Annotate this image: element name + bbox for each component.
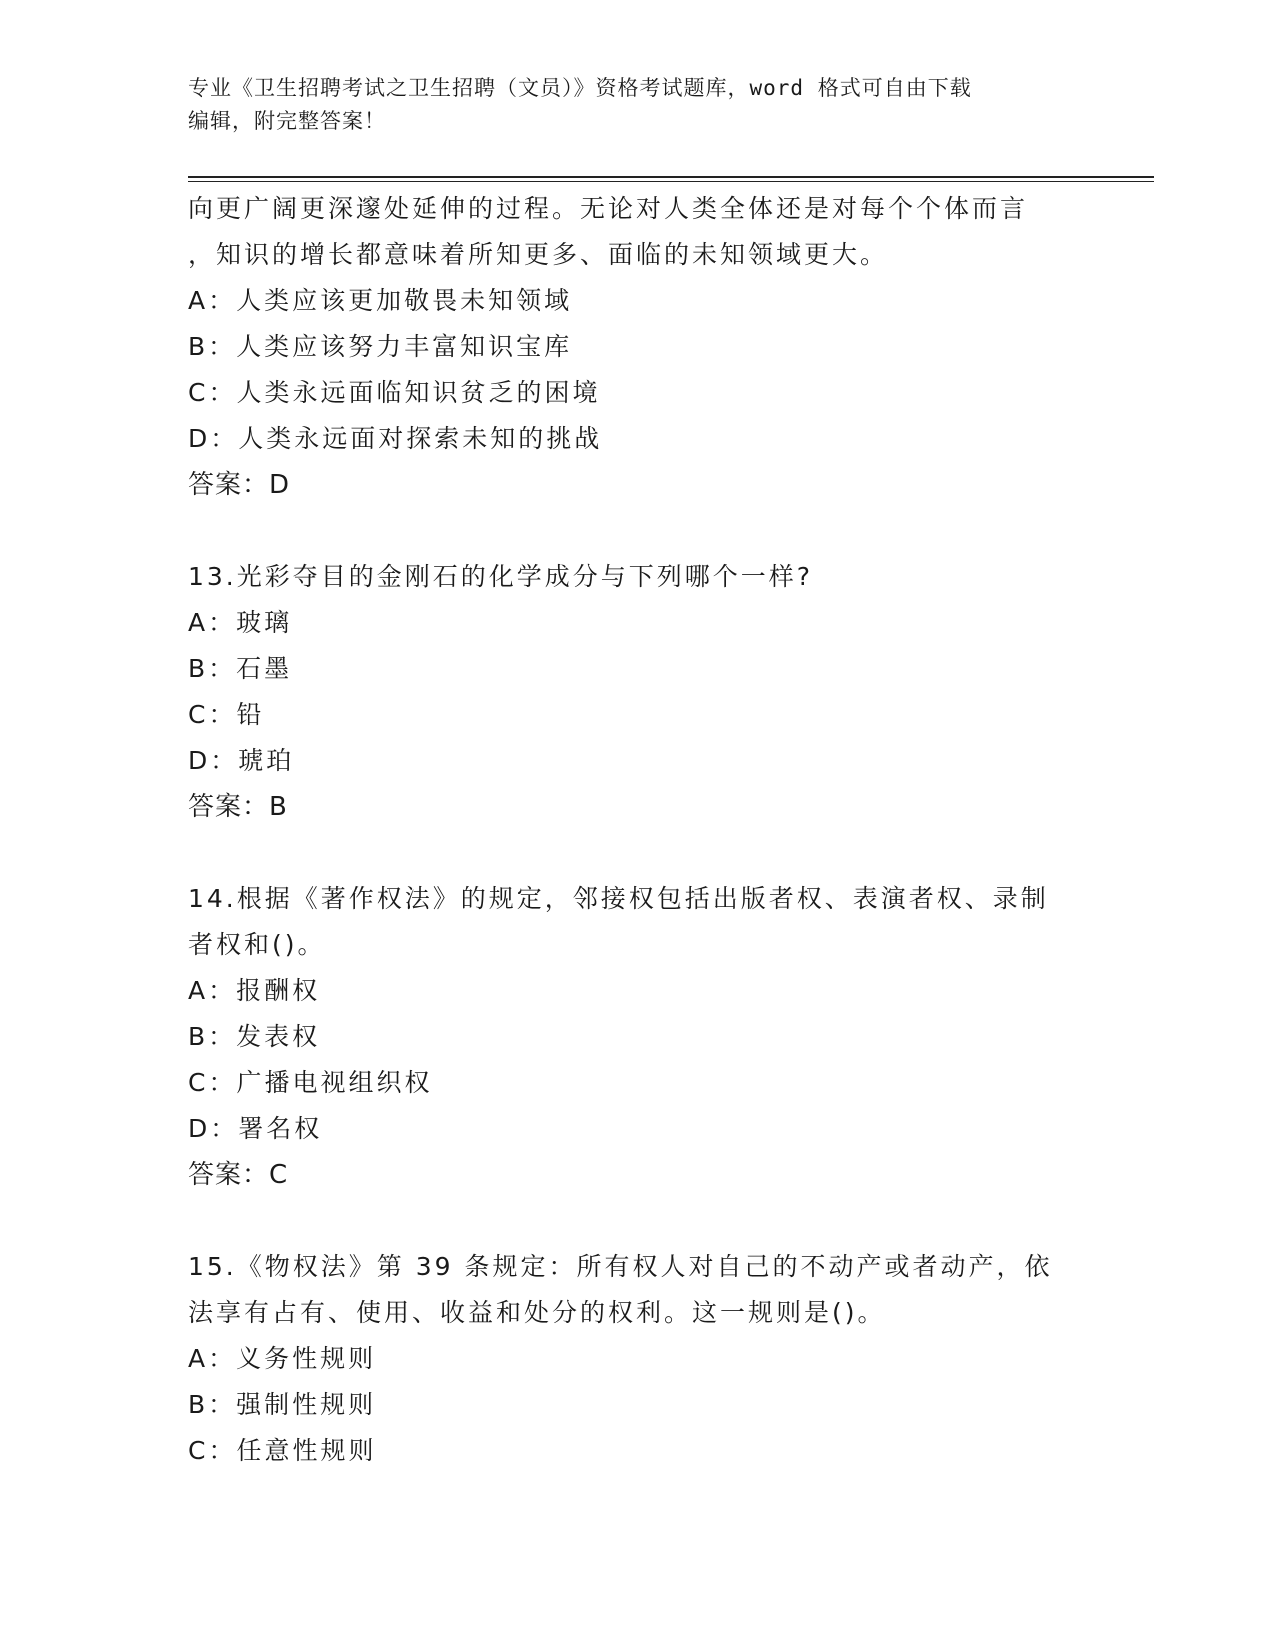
spacer <box>188 830 1088 876</box>
question-stem-line: 向更广阔更深邃处延伸的过程。无论对人类全体还是对每个个体而言 <box>188 194 1029 223</box>
option-a: A：人类应该更加敬畏未知领域 <box>188 286 573 315</box>
spacer <box>188 1198 1088 1244</box>
header-line-1: 专业《卫生招聘考试之卫生招聘（文员）》资格考试题库，word 格式可自由下载 <box>188 76 972 100</box>
option-b: B：人类应该努力丰富知识宝库 <box>188 332 573 361</box>
answer-line: 答案：C <box>188 1160 289 1190</box>
document-header <box>188 72 1068 138</box>
spacer <box>188 508 1088 554</box>
option-c: C：广播电视组织权 <box>188 1068 433 1097</box>
question-12-continued <box>188 186 1088 508</box>
option-a: A：义务性规则 <box>188 1344 377 1373</box>
option-b: B：石墨 <box>188 654 293 683</box>
question-content <box>188 186 1088 1474</box>
option-b: B：强制性规则 <box>188 1390 377 1419</box>
option-b: B：发表权 <box>188 1022 321 1051</box>
question-stem-line: 15.《物权法》第 39 条规定：所有权人对自己的不动产或者动产，依 <box>188 1252 1053 1281</box>
option-d: D：人类永远面对探索未知的挑战 <box>188 424 603 453</box>
question-stem-line: 法享有占有、使用、收益和处分的权利。这一规则是()。 <box>188 1298 886 1327</box>
option-d: D：琥珀 <box>188 746 295 775</box>
header-rule-thick <box>188 176 1154 178</box>
question-13 <box>188 554 1088 830</box>
header-rule-thin <box>188 181 1154 182</box>
option-c: C：铅 <box>188 700 265 729</box>
header-line-2: 编辑，附完整答案！ <box>188 109 386 133</box>
option-c: C：任意性规则 <box>188 1436 377 1465</box>
answer-line: 答案：B <box>188 792 288 822</box>
option-c: C：人类永远面临知识贫乏的困境 <box>188 378 601 407</box>
question-stem-line: 14.根据《著作权法》的规定，邻接权包括出版者权、表演者权、录制 <box>188 884 1049 913</box>
option-d: D：署名权 <box>188 1114 323 1143</box>
question-14 <box>188 876 1088 1198</box>
option-a: A：玻璃 <box>188 608 293 637</box>
option-a: A：报酬权 <box>188 976 321 1005</box>
answer-line: 答案：D <box>188 470 291 500</box>
question-stem-line: 者权和()。 <box>188 930 326 959</box>
question-stem-line: ，知识的增长都意味着所知更多、面临的未知领域更大。 <box>188 240 889 269</box>
question-stem-line: 13.光彩夺目的金刚石的化学成分与下列哪个一样? <box>188 562 814 591</box>
question-15 <box>188 1244 1088 1474</box>
